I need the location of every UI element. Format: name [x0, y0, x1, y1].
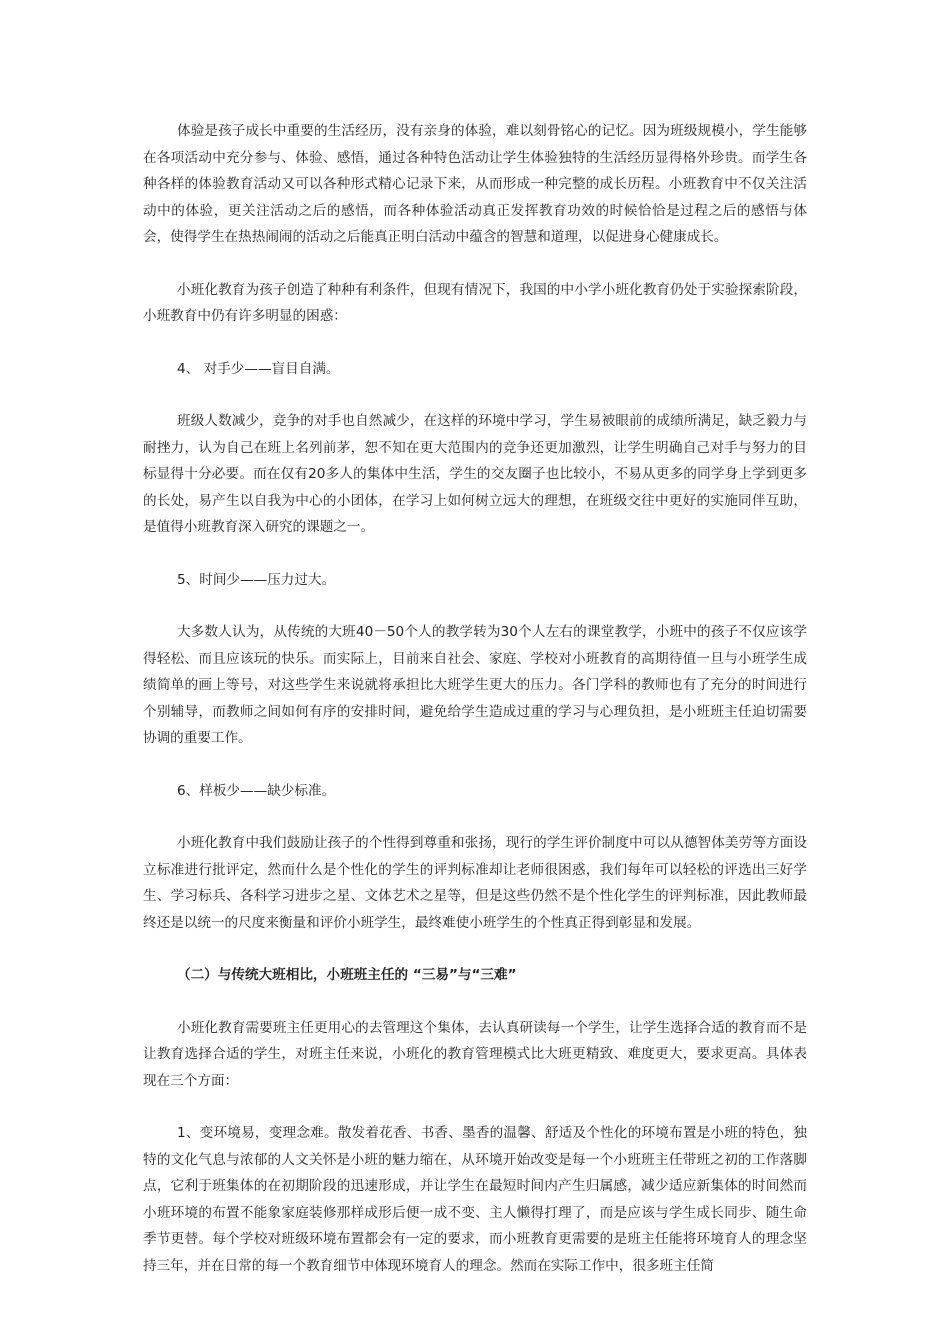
paragraph-confusion-intro: 小班化教育为孩子创造了种种有利条件，但现有情况下，我国的中小学小班化教育仍处于实验探索阶段，小班教育中仍有许多明显的困惑： — [143, 281, 807, 324]
section-heading-comparison: （二）与传统大班相比，小班班主任的 “三易”与“三难” — [177, 967, 517, 983]
heading-little-time: 5、时间少——压力过大。 — [177, 571, 336, 588]
paragraph-class-teacher: 小班化教育需要班主任更用心的去管理这个集体，去认真研读每一个学生，让学生选择合适的教育而不是让教育选择合适的学生，对班主任来说，小班化的教育管理模式比大班更精致、难度更大，要求更高。具体表现在三个方面： — [143, 1019, 807, 1089]
heading-few-rivals: 4、 对手少——盲目自满。 — [177, 360, 340, 377]
heading-few-models: 6、样板少——缺少标准。 — [177, 782, 336, 799]
paragraph-few-models: 小班化教育中我们鼓励让孩子的个性得到尊重和张扬，现行的学生评价制度中可以从德智体美劳等方面设立标准进行批评定，然而什么是个性化的学生的评判标准却让老师很困惑，我们每年可以轻松的评选出三好学生、学习标兵、各科学习进步之星、文体艺术之星等，但是这些仍然不是个性化学生的评判标准，因此教师最终还是以统一的尺度来衡量和评价小班学生，最终难使小班学生的个性真正得到彰显和发展。 — [143, 835, 807, 931]
paragraph-few-rivals: 班级人数减少，竞争的对手也自然减少，在这样的环境中学习，学生易被眼前的成绩所满足，缺乏毅力与耐挫力，认为自己在班上名列前茅，恕不知在更大范围内的竞争还更加激烈，让学生明确自己对手与努力的目标显得十分必要。而在仅有20多人的集体中生活，学生的交友圈子也比较小，不易从更多的同学身上学到更多的长处，易产生以自我为中心的小团体，在学习上如何树立远大的理想，在班级交往中更好的实施同伴互助，是值得小班教育深入研究的课题之一。 — [143, 413, 807, 535]
paragraph-environment: 1、变环境易，变理念难。散发着花香、书香、墨香的温馨、舒适及个性化的环境布置是小班的特色，独特的文化气息与浓郁的人文关怀是小班的魅力缩在，从环境开始改变是每一个小班班主任带班之初的工作落脚点，它利于班集体的在初期阶段的迅速形成，并让学生在最短时间内产生归属感，减少适应新集体的时间然而小班环境的布置不能象家庭装修那样成形后便一成不变、主人懒得打理了，而是应该与学生成长同步、随生命季节更替。每个学校对班级环境布置都会有一定的要求，而小班教育更需要的是班主任能将环境育人的理念坚持三年，并在日常的每一个教育细节中体现环境育人的理念。然而在实际工作中，很多班主任简 — [143, 1125, 807, 1274]
paragraph-little-time: 大多数人认为，从传统的大班40－50个人的教学转为30个人左右的课堂教学，小班中的孩子不仅应该学得轻松、而且应该玩的快乐。而实际上，目前来自社会、家庭、学校对小班教育的高期待值一旦与小班学生成绩简单的画上等号，对这些学生来说就将承担比大班学生更大的压力。各门学科的教师也有了充分的时间进行个别辅导，而教师之间如何有序的安排时间，避免给学生造成过重的学习与心理负担，是小班班主任迫切需要协调的重要工作。 — [143, 624, 807, 746]
paragraph-experience: 体验是孩子成长中重要的生活经历，没有亲身的体验，难以刻骨铭心的记忆。因为班级规模小，学生能够在各项活动中充分参与、体验、感悟，通过各种特色活动让学生体验独特的生活经历显得格外珍贵。而学生各种各样的体验教育活动又可以各种形式精心记录下来，从而形成一种完整的成长历程。小班教育中不仅关注活动中的体验，更关注活动之后的感悟，而各种体验活动真正发挥教育功效的时候恰恰是过程之后的感悟与体会，使得学生在热热闹闹的活动之后能真正明白活动中蕴含的智慧和道理，以促进身心健康成长。 — [143, 123, 807, 245]
document-body — [143, 118, 807, 1279]
